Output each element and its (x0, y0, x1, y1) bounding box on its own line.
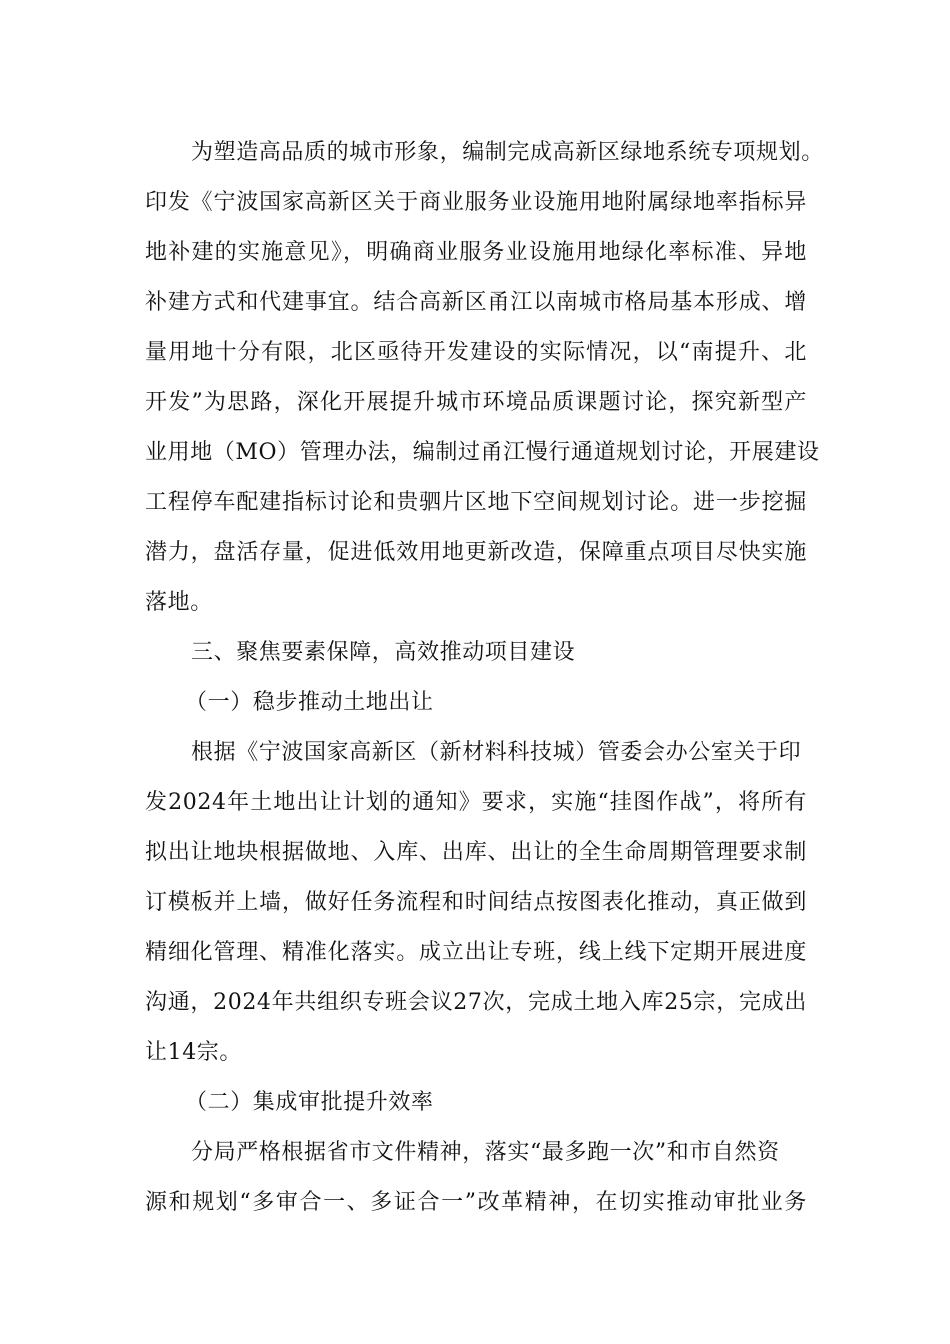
paragraph-line: 地补建的实施意见》，明确商业服务业设施用地绿化率标准、异地 (145, 240, 807, 265)
paragraph-line: 订模板并上墙，做好任务流程和时间结点按图表化推动，真正做到 (145, 890, 807, 915)
paragraph-line: 工程停车配建指标讨论和贵驷片区地下空间规划讨论。进一步挖掘 (145, 490, 807, 515)
paragraph-line: 补建方式和代建事宜。结合高新区甬江以南城市格局基本形成、增 (145, 290, 807, 315)
paragraph-line: 精细化管理、精准化落实。成立出让专班，线上线下定期开展进度 (145, 940, 807, 965)
paragraph-line: 发2024年土地出让计划的通知》要求，实施“挂图作战”，将所有 (145, 790, 807, 815)
paragraph-line: 量用地十分有限，北区亟待开发建设的实际情况，以“南提升、北 (145, 340, 807, 365)
paragraph-line: 沟通，2024年共组织专班会议27次，完成土地入库25宗，完成出 (145, 990, 807, 1015)
section-heading: 三、聚焦要素保障，高效推动项目建设 (191, 640, 576, 665)
subsection-heading: （一）稳步推动土地出让 (185, 690, 434, 715)
paragraph-line: 潜力，盘活存量，促进低效用地更新改造，保障重点项目尽快实施 (145, 540, 807, 565)
subsection-heading: （二）集成审批提升效率 (185, 1090, 434, 1115)
paragraph-line: 根据《宁波国家高新区（新材料科技城）管委会办公室关于印 (191, 740, 802, 765)
paragraph-line: 为塑造高品质的城市形象，编制完成高新区绿地系统专项规划。 (191, 140, 824, 165)
paragraph-line: 印发《宁波国家高新区关于商业服务业设施用地附属绿地率指标异 (145, 190, 807, 215)
paragraph-line: 拟出让地块根据做地、入库、出库、出让的全生命周期管理要求制 (145, 840, 807, 865)
paragraph-line: 业用地（MO）管理办法，编制过甬江慢行通道规划讨论，开展建设 (145, 440, 820, 465)
paragraph-line: 源和规划“多审合一、多证合一”改革精神，在切实推动审批业务 (145, 1190, 807, 1215)
paragraph-line: 让14宗。 (145, 1040, 242, 1065)
document-body (145, 128, 824, 1228)
paragraph-line: 分局严格根据省市文件精神，落实“最多跑一次”和市自然资 (191, 1140, 780, 1165)
paragraph-line: 开发”为思路，深化开展提升城市环境品质课题讨论，探究新型产 (145, 390, 807, 415)
paragraph-line: 落地。 (145, 590, 213, 615)
